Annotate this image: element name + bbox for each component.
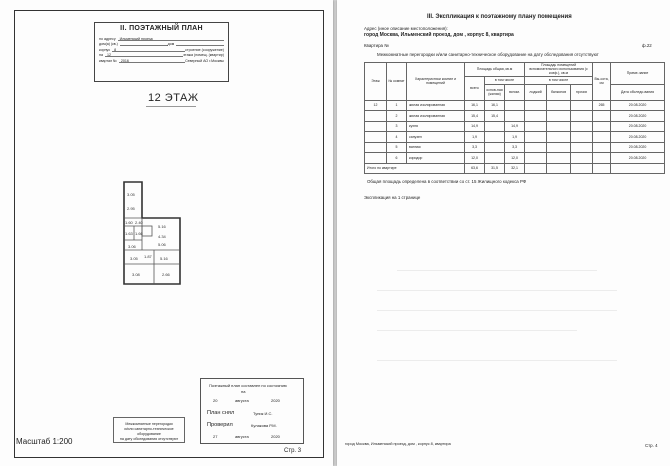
- sig-date1-day: 20: [213, 398, 218, 403]
- col-other: прочих: [571, 84, 593, 100]
- sig-planned-name: Тупик И.С.: [253, 411, 273, 416]
- sig-heading: Поэтажный план составлен по состоянию: [209, 383, 287, 388]
- bleed-through-line: [377, 360, 617, 361]
- cell-totals-main: 31,5: [485, 163, 505, 174]
- sig-checked-name: Кулакова Р.М.: [251, 423, 277, 428]
- explication-title: III. Экспликация к поэтажному плану помещения: [427, 14, 572, 20]
- cell-aux: [505, 111, 525, 122]
- cell-main: 16,1: [485, 100, 505, 111]
- apartment-label: Квартира №: [364, 43, 389, 48]
- plan-dimension-label: 1.60: [125, 220, 133, 225]
- sig-date2-day: 27: [213, 434, 218, 439]
- cell-main: [485, 121, 505, 132]
- table-row: [365, 100, 665, 111]
- cell-purpose: санузел: [407, 132, 465, 143]
- cell-total: 3,3: [465, 142, 485, 153]
- col-loggia-group: Площадь помещений вспомогательного использования (с коэф.), кв.м: [525, 63, 593, 77]
- col-aux: вспом.: [505, 84, 525, 100]
- page-number-right: Стр. 4: [645, 443, 658, 448]
- plan-header-box: [94, 22, 229, 82]
- address-label: Адрес (иное описание местоположения):: [364, 26, 448, 31]
- plan-dimension-label: 1.87: [144, 254, 152, 259]
- table-row: [365, 111, 665, 122]
- col-balcony: балконов: [547, 84, 571, 100]
- col-main: основ-ная (жилая): [485, 84, 505, 100]
- cell-room-no: 1: [387, 100, 407, 111]
- plan-dimension-label: 5.16: [160, 256, 168, 261]
- cell-purpose: кухня: [407, 121, 465, 132]
- col-incl: в том числе: [485, 76, 525, 84]
- plan-dimension-label: 2.40: [135, 220, 143, 225]
- table-row-totals: [365, 163, 665, 174]
- header-row-house: дом(а) (кв.) дом: [99, 41, 224, 47]
- cell-floor: 12: [365, 100, 387, 111]
- form-label: ф.22: [642, 43, 652, 48]
- sig-date1-month: августа: [235, 398, 249, 403]
- sig-checked-label: Проверил: [207, 422, 233, 428]
- cell-total: 14,9: [465, 121, 485, 132]
- floor-plan-page: [0, 0, 333, 466]
- table-row: [365, 142, 665, 153]
- cell-totals-label: Итого по квартире: [365, 163, 465, 174]
- floor-title-underline: [146, 106, 196, 107]
- cell-main: [485, 142, 505, 153]
- plan-dimension-label: 5.06: [158, 242, 166, 247]
- cell-aux: 1,9: [505, 132, 525, 143]
- header-row-floor: на 12 этажа (помещ. (квартир): [99, 53, 224, 58]
- col-room-no: № комнат: [387, 63, 407, 101]
- cell-purpose: жилая изолированная: [407, 111, 465, 122]
- cell-total: 15,4: [465, 111, 485, 122]
- col-notes: Приме-чание: [611, 63, 665, 85]
- col-purpose: Характеристики комнат и помещений: [407, 63, 465, 101]
- sig-planned-label: План снял: [207, 410, 235, 416]
- plan-header-title: II. ПОЭТАЖНЫЙ ПЛАН: [120, 25, 203, 32]
- cell-date: 20.08.2020: [611, 111, 665, 122]
- plan-dimension-label: 1.66: [135, 231, 143, 236]
- cell-date: 20.08.2020: [611, 153, 665, 164]
- sig-date2-year: 2020: [271, 434, 280, 439]
- cell-total: 16,1: [465, 100, 485, 111]
- cell-purpose: коридор: [407, 153, 465, 164]
- header-row-address: по адресу Ильменский проезд: [99, 35, 224, 41]
- col-height: Вы-сота, см: [593, 63, 611, 101]
- header-row-quarter: квартал № 2016 Северный АО г.Москвы: [99, 58, 224, 63]
- cell-room-no: 6: [387, 153, 407, 164]
- area-footnote: Общая площадь определена в соответствии со ст. 15 Жилищного кодекса РФ: [367, 179, 527, 184]
- col-survey-date: Дата обследо-вания: [611, 84, 665, 100]
- footer-address: город Москва, Ильменский проезд, дом , корпус 8, квартира: [345, 442, 451, 446]
- cell-room-no: 2: [387, 111, 407, 122]
- col-area-group: Площадь общая, кв.м: [465, 63, 525, 77]
- table-row: [365, 121, 665, 132]
- cell-aux: 14,9: [505, 121, 525, 132]
- page-number-left: Стр. 3: [284, 448, 302, 454]
- plan-dimension-label: 3.08: [132, 272, 140, 277]
- cell-date: 20.08.2020: [611, 142, 665, 153]
- cell-main: [485, 132, 505, 143]
- sig-heading-on: на: [241, 389, 246, 394]
- bleed-through-line: [377, 290, 617, 291]
- col-loggia: лоджий: [525, 84, 547, 100]
- plan-dimension-label: 3.05: [130, 256, 138, 261]
- cell-totals-aux: 32,1: [505, 163, 525, 174]
- plan-dimension-label: 5.16: [158, 224, 166, 229]
- bleed-through-line: [377, 330, 577, 331]
- cell-date: 20.08.2020: [611, 100, 665, 111]
- partition-note-box: Межкомнатные перегородки и/или санитарно-техническое оборудование на дату обследования отсутствуют: [113, 417, 185, 443]
- explication-table: [364, 62, 665, 174]
- cell-total: 12,0: [465, 153, 485, 164]
- address-value: город Москва, Ильменский проезд, дом , корпус 8, квартира: [364, 32, 514, 38]
- plan-dimension-label: 3.05: [127, 192, 135, 197]
- cell-main: 15,4: [485, 111, 505, 122]
- cell-main: [485, 153, 505, 164]
- cell-room-no: 5: [387, 142, 407, 153]
- sig-date2-month: августа: [235, 434, 249, 439]
- pages-note: Экспликация на 1 странице: [364, 195, 421, 200]
- cell-total: 1,9: [465, 132, 485, 143]
- header-row-building: корпус 8 строение (сооружение): [99, 47, 224, 52]
- col-loggia-incl: в том числе: [525, 76, 593, 84]
- plan-dimension-label: 1.63: [125, 231, 133, 236]
- plan-dimension-label: 4.34: [158, 234, 166, 239]
- plan-dimension-label: 2.95: [127, 206, 135, 211]
- cell-room-no: 3: [387, 121, 407, 132]
- col-total: всего: [465, 76, 485, 100]
- col-floor: Этаж: [365, 63, 387, 101]
- partition-note-line: Межкомнатные перегородки и/или санитарно-техническое оборудование на дату обследования отсутствуют: [377, 52, 599, 57]
- cell-aux: 3,3: [505, 142, 525, 153]
- cell-date: 20.08.2020: [611, 121, 665, 132]
- apartment-floor-plan: [120, 180, 200, 292]
- signature-block: [200, 378, 304, 444]
- table-row: [365, 153, 665, 164]
- cell-aux: [505, 100, 525, 111]
- plan-dimension-label: 3.06: [128, 244, 136, 249]
- floor-title: 12 ЭТАЖ: [148, 92, 199, 104]
- cell-totals-total: 63,6: [465, 163, 485, 174]
- cell-date: 20.08.2020: [611, 132, 665, 143]
- cell-height: 265: [593, 100, 611, 111]
- cell-room-no: 4: [387, 132, 407, 143]
- explication-page: [337, 0, 670, 466]
- bleed-through-line: [377, 310, 617, 311]
- plan-bath-fixture: [142, 226, 152, 236]
- sig-date1-year: 2020: [271, 398, 280, 403]
- plan-dimension-label: 2.66: [162, 272, 170, 277]
- table-row: [365, 132, 665, 143]
- plan-scale: Масштаб 1:200: [16, 437, 73, 446]
- cell-purpose: жилая изолированная: [407, 100, 465, 111]
- cell-purpose: ванная: [407, 142, 465, 153]
- explication-table-body: [365, 100, 665, 174]
- cell-aux: 12,0: [505, 153, 525, 164]
- bleed-through-line: [397, 270, 597, 271]
